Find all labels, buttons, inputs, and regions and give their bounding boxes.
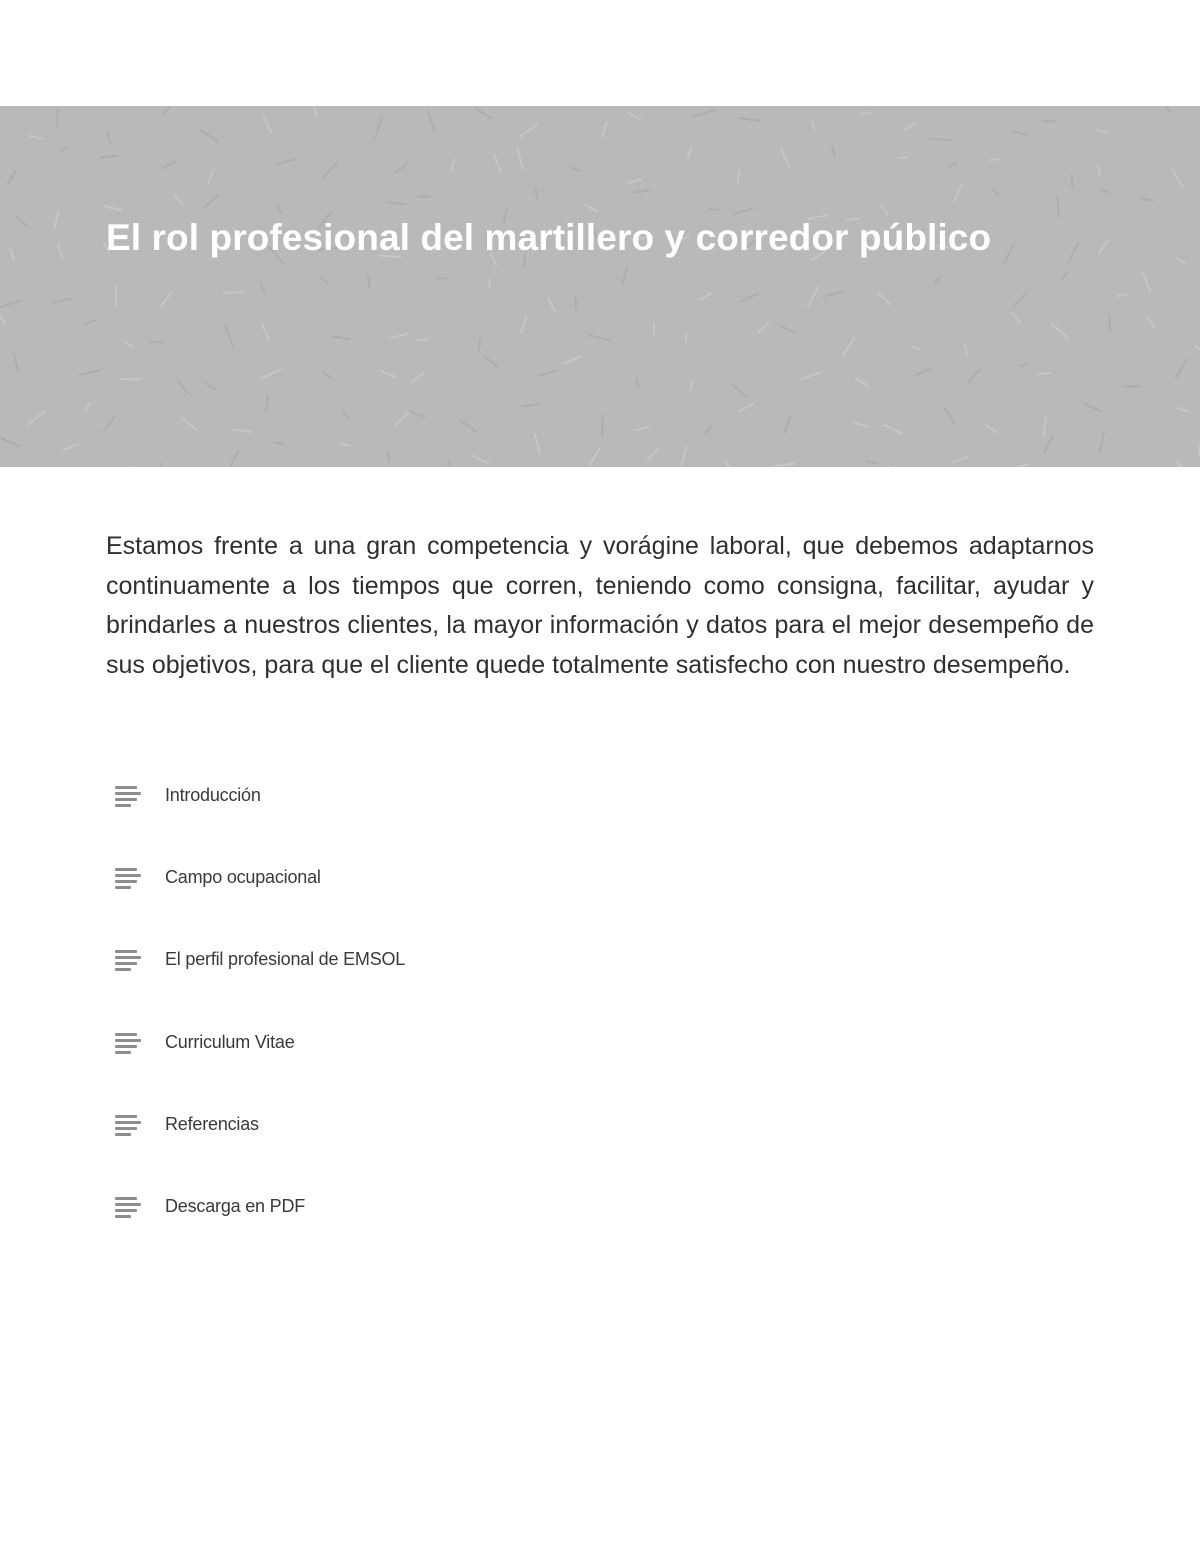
pattern-dash [521,316,526,333]
pattern-dash [61,147,68,151]
pattern-dash [17,217,26,225]
pattern-dash [182,418,197,429]
pattern-dash [776,464,794,466]
pattern-dash [151,342,164,343]
pattern-dash [1100,433,1104,452]
toc-item-label: Descarga en PDF [165,1195,306,1216]
pattern-dash [964,344,967,355]
pattern-dash [412,373,424,383]
pattern-dash [906,124,915,130]
pattern-dash [1084,404,1102,412]
pattern-dash [160,464,165,467]
pattern-dash [1044,418,1047,435]
pattern-dash [654,324,655,334]
pattern-dash [1143,274,1150,293]
pattern-dash [824,292,845,297]
pattern-dash [628,179,642,183]
toc-item-label: Campo ocupacional [165,867,321,888]
pattern-dash [898,157,906,158]
pattern-dash [262,369,281,378]
pattern-dash [882,205,888,215]
pattern-dash [116,287,117,306]
pattern-dash [1063,272,1068,280]
text-lines-icon [113,1195,141,1219]
pattern-dash [785,416,791,432]
pattern-dash [890,466,895,467]
pattern-dash [484,356,498,366]
pattern-dash [629,113,640,119]
pattern-dash [1177,258,1185,263]
pattern-dash [953,457,967,463]
pattern-dash [63,444,78,449]
pattern-dash [700,293,710,300]
pattern-dash [1176,360,1186,377]
pattern-dash [323,163,337,178]
pattern-dash [688,148,692,158]
pattern-dash [710,209,719,210]
pattern-dash [274,442,284,444]
pattern-dash [690,382,692,391]
pattern-dash [104,418,114,432]
pattern-dash [1172,170,1182,188]
pattern-dash [1044,436,1052,453]
pattern-dash [856,379,868,387]
pattern-dash [205,383,216,389]
pattern-dash [479,338,480,349]
pattern-dash [1177,462,1189,467]
pattern-dash [11,250,14,261]
pattern-dash [204,196,218,208]
pattern-dash [732,385,747,397]
pattern-dash [261,282,265,294]
pattern-dash [843,338,854,355]
text-lines-icon [113,866,141,890]
pattern-dash [381,371,396,378]
pattern-dash [343,411,348,418]
pattern-dash [105,206,122,210]
pattern-dash [739,403,754,412]
pattern-dash [734,208,753,213]
pattern-dash [812,120,814,129]
pattern-dash [1118,294,1128,296]
pattern-dash [1100,190,1109,193]
pattern-dash [1165,106,1169,111]
pattern-dash [121,379,141,380]
pattern-dash [705,426,711,433]
pattern-dash [314,108,317,116]
pattern-dash [84,320,96,324]
pattern-dash [460,420,477,432]
pattern-dash [415,340,427,341]
pattern-dash [1068,243,1078,262]
pattern-dash [163,106,171,114]
pattern-dash [179,382,188,394]
pattern-dash [27,412,45,425]
pattern-dash [391,334,407,338]
confetti-pattern [0,106,1200,467]
pattern-dash [782,327,795,332]
pattern-dash [409,412,424,417]
pattern-dash [375,118,381,138]
pattern-dash [1021,363,1029,367]
pattern-dash [1097,130,1106,133]
pattern-dash [321,278,329,284]
toc-item-label: El perfil profesional de EMSOL [165,949,406,970]
pattern-dash [208,170,213,183]
pattern-dash [884,425,902,434]
pattern-dash [739,118,760,121]
pattern-dash [262,323,270,340]
pattern-dash [990,159,999,160]
pattern-dash [1176,408,1190,412]
pattern-dash [602,123,606,137]
pattern-dash [517,149,523,170]
pattern-dash [368,276,370,288]
pattern-dash [58,245,63,258]
pattern-dash [29,136,42,139]
pattern-dash [622,269,627,285]
pattern-dash [1140,198,1153,200]
page-title: El rol profesional del martillero y corredor público [106,217,992,258]
pattern-dash [954,185,961,201]
pattern-dash [564,356,582,364]
pattern-dash [234,430,252,432]
pattern-dash [855,423,867,426]
pattern-dash [1012,131,1026,135]
pattern-dash [323,372,331,378]
pattern-dash [781,149,789,167]
pattern-dash [1013,313,1021,322]
pattern-dash [387,202,407,204]
pattern-dash [102,156,118,157]
pattern-dash [396,164,406,173]
toc-item-referencias[interactable] [113,1099,713,1181]
intro-paragraph: Estamos frente a una gran competencia y vorágine laboral, que debemos adaptarnos continuamente a los tiempos que corren, teniendo como consigna, facilitar, ayudar y brindarles a nuestros clientes, la mayor información y datos para el mejor desempeño de sus objetivos, para que el cliente quede totalmente satisfecho con nuestro desempeño. [106,532,1094,679]
text-lines-icon [113,1113,141,1137]
pattern-dash [576,298,577,309]
pattern-dash [693,110,714,116]
pattern-dash [758,324,768,333]
pattern-dash [572,168,581,172]
pattern-dash [266,396,267,411]
header-banner [0,106,1200,467]
pattern-dash [911,346,919,350]
pattern-dash [636,378,639,388]
pattern-dash [802,372,820,379]
pattern-dash [428,112,435,130]
pattern-dash [681,447,686,464]
pattern-dash [1149,318,1155,327]
pattern-dash [915,369,930,375]
pattern-dash [124,342,132,347]
table-of-contents [113,770,713,1263]
pattern-dash [635,427,648,430]
pattern-dash [388,453,389,462]
pattern-dash [160,292,171,307]
pattern-dash [635,190,649,192]
text-lines-icon [113,784,141,808]
pattern-dash [7,171,15,185]
pattern-dash [930,139,952,141]
pattern-dash [1015,295,1025,305]
pattern-dash [948,163,956,167]
pattern-dash [535,435,540,453]
pattern-dash [451,159,455,171]
pattern-dash [520,125,537,137]
pattern-dash [1019,464,1029,466]
pattern-dash [225,327,233,346]
pattern-dash [866,461,876,463]
toc-item-descarga-pdf[interactable] [113,1181,713,1263]
pattern-dash [473,456,489,463]
pattern-dash [808,288,818,307]
pattern-dash [230,451,238,467]
pattern-dash [2,438,20,446]
pattern-dash [878,294,891,305]
pattern-dash [590,449,599,465]
pattern-dash [548,298,554,311]
pattern-dash [276,159,295,164]
pattern-dash [538,370,557,376]
pattern-dash [85,403,90,410]
pattern-dash [648,449,659,460]
pattern-dash [1098,166,1100,176]
text-lines-icon [113,1031,141,1055]
pattern-dash [1004,245,1013,264]
pattern-dash [725,461,735,467]
toc-item-introduccion[interactable] [113,770,713,852]
pattern-dash [584,204,598,212]
pattern-dash [1038,373,1050,375]
pattern-dash [1043,121,1055,122]
pattern-dash [1098,241,1107,253]
toc-item-perfil-profesional[interactable] [113,934,713,1016]
pattern-dash [1057,196,1058,216]
toc-item-curriculum-vitae[interactable] [113,1017,713,1099]
pattern-dash [832,147,834,158]
pattern-dash [14,354,18,371]
pattern-dash [489,279,490,287]
pattern-dash [340,444,350,446]
pattern-dash [80,370,100,375]
pattern-dash [263,117,271,133]
toc-item-label: Introducción [165,785,261,805]
toc-item-label: Curriculum Vitae [165,1031,295,1052]
pattern-dash [590,335,609,340]
pattern-dash [0,316,5,326]
pattern-dash [737,171,739,184]
pattern-dash [945,409,955,425]
pattern-dash [163,161,176,168]
pattern-dash [935,276,942,283]
pattern-dash [277,205,281,212]
pattern-dash [522,404,539,406]
pattern-dash [1052,324,1069,339]
pattern-dash [741,294,757,302]
pattern-dash [54,299,72,303]
pattern-dash [0,300,20,307]
pattern-dash [395,411,410,425]
pattern-dash [494,154,500,173]
toc-item-campo-ocupacional[interactable] [113,852,713,934]
pattern-dash [1195,347,1200,352]
pattern-dash [174,194,183,206]
text-lines-icon [113,948,141,972]
toc-item-label: Referencias [165,1113,259,1134]
pattern-dash [476,108,491,118]
pattern-dash [969,370,979,383]
pattern-dash [861,113,871,114]
pattern-dash [437,278,447,279]
pattern-dash [535,188,537,199]
pattern-dash [107,133,110,143]
pattern-dash [1072,176,1073,187]
pattern-dash [602,415,603,436]
pattern-dash [986,425,998,433]
pattern-dash [201,130,217,141]
pattern-dash [993,189,998,195]
pattern-dash [442,462,450,467]
pattern-dash [333,337,350,340]
pattern-dash [54,211,58,229]
